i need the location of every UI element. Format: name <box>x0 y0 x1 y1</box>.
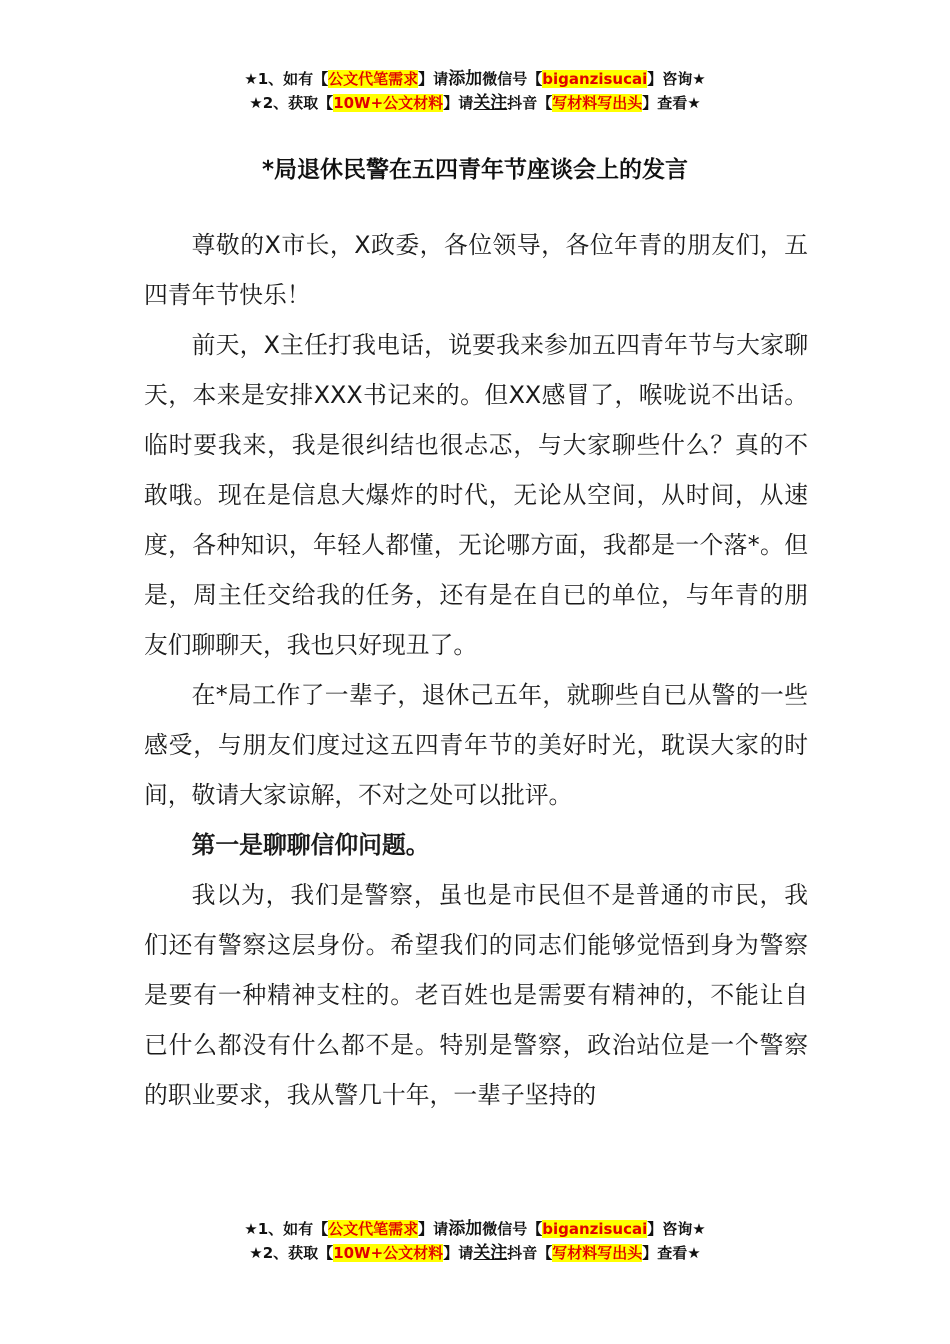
promo-line-1 <box>0 67 950 91</box>
promo-text: 】咨询★ <box>647 70 706 88</box>
promo-emphasis: 关注 <box>473 1243 508 1263</box>
promo-highlight: 公文代笔需求 <box>328 1220 419 1238</box>
paragraph-belief: 我以为，我们是警察，虽也是市民但不是普通的市民，我们还有警察这层身份。希望我们的同志们能够觉悟到身为警察是要有一种精神支柱的。老百姓也是需要有精神的，不能让自已什么都没有什么都不是。特别是警察，政治站位是一个警察的职业要求，我从警几十年，一辈子坚持的 <box>144 881 808 1109</box>
promo-text: ★2、获取【 <box>249 1244 334 1262</box>
promo-text: 】请 <box>418 70 449 88</box>
promo-text: 抖音【 <box>507 1244 553 1262</box>
document-title: *局退休民警在五四青年节座谈会上的发言 <box>261 157 689 183</box>
paragraph-intro: 前天，X主任打我电话，说要我来参加五四青年节与大家聊天，本来是安排XXX书记来的。但XX感冒了，喉咙说不出话。临时要我来，我是很纠结也很忐忑，与大家聊些什么？真的不敢哦。现在是信息大爆炸的时代，无论从空间，从时间，从速度，各种知识，年轻人都懂，无论哪方面，我都是一个落*。但是，周主任交给我的任务，还有是在自已的单位，与年青的朋友们聊聊天，我也只好现丑了。 <box>144 331 808 659</box>
section-heading: 第一是聊聊信仰问题。 <box>191 831 430 859</box>
paragraph-greeting: 尊敬的X市长，X政委，各位领导，各位年青的朋友们，五四青年节快乐！ <box>144 231 808 309</box>
promo-highlight: 10W+公文材料 <box>333 1244 444 1262</box>
promo-text: ★2、获取【 <box>249 94 334 112</box>
promo-line-2 <box>0 91 950 115</box>
promo-highlight: 10W+公文材料 <box>333 94 444 112</box>
paragraph-background: 在*局工作了一辈子，退休己五年，就聊些自已从警的一些感受，与朋友们度过这五四青年节的美好时光，耽误大家的时间，敬请大家谅解，不对之处可以批评。 <box>144 681 808 809</box>
promo-emphasis: 添加 <box>448 69 483 89</box>
promo-text: 微信号【 <box>482 1220 543 1238</box>
promo-text: 】请 <box>418 1220 449 1238</box>
promo-douyin-name: 写材料写出头 <box>552 94 643 112</box>
promo-text: 】请 <box>443 94 474 112</box>
promo-line-2 <box>0 1241 950 1265</box>
promo-line-1 <box>0 1217 950 1241</box>
promo-wechat-id: biganzisucai <box>542 70 648 88</box>
promo-text: ★1、如有【 <box>244 70 329 88</box>
promo-text: 】请 <box>443 1244 474 1262</box>
promo-wechat-id: biganzisucai <box>542 1220 648 1238</box>
document-body <box>144 220 808 1120</box>
promo-highlight: 公文代笔需求 <box>328 70 419 88</box>
top-promo-banner <box>0 67 950 115</box>
promo-douyin-name: 写材料写出头 <box>552 1244 643 1262</box>
promo-text: 】查看★ <box>642 94 701 112</box>
promo-emphasis: 添加 <box>448 1219 483 1239</box>
promo-text: 】查看★ <box>642 1244 701 1262</box>
promo-text: 抖音【 <box>507 94 553 112</box>
promo-text: 微信号【 <box>482 70 543 88</box>
bottom-promo-banner <box>0 1217 950 1265</box>
promo-text: ★1、如有【 <box>244 1220 329 1238</box>
promo-text: 】咨询★ <box>647 1220 706 1238</box>
promo-emphasis: 关注 <box>473 93 508 113</box>
